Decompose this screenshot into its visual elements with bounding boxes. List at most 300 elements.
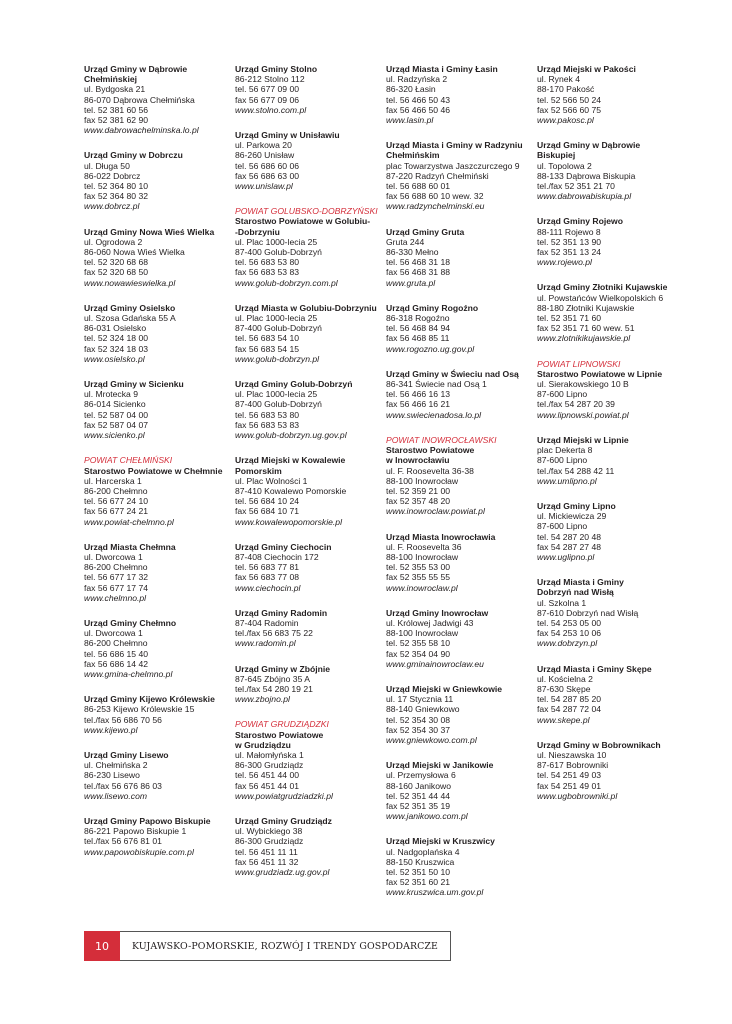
office-name: Dobrzyń nad Wisłą	[537, 587, 614, 598]
contact-detail: fax 52 566 60 75	[537, 104, 602, 115]
directory-entry	[537, 282, 682, 343]
contact-detail: fax 52 587 04 07	[84, 419, 149, 430]
contact-detail: 86-060 Nowa Wieś Wielka	[84, 247, 185, 258]
contact-detail: fax 52 351 71 60 wew. 51	[537, 323, 635, 334]
office-name: Urząd Miejski w Gniewkowie	[386, 683, 503, 694]
contact-detail: ul. Dworcowa 1	[84, 628, 143, 639]
contact-detail: tel./fax 54 288 42 11	[537, 465, 615, 476]
contact-detail: tel. 52 381 60 56	[84, 104, 149, 115]
directory-entry	[235, 719, 380, 801]
contact-detail: plac Dekerta 8	[537, 445, 593, 456]
directory-entry	[235, 608, 380, 649]
contact-detail: Gruta 244	[386, 236, 425, 247]
office-name: Urząd Gminy w Sicienku	[84, 379, 184, 390]
website-link[interactable]: www.gniewkowo.com.pl	[386, 734, 477, 745]
contact-detail: 86-031 Osielsko	[84, 323, 147, 334]
directory-entry	[84, 816, 229, 857]
contact-detail: tel. 52 566 50 24	[537, 94, 602, 105]
website-link[interactable]: www.osielsko.pl	[84, 353, 145, 364]
website-link[interactable]: www.radzynchelminski.eu	[386, 201, 485, 212]
contact-detail: tel. 52 587 04 00	[84, 409, 149, 420]
office-name: Chełmińskim	[386, 150, 440, 161]
contact-detail: fax 52 354 30 37	[386, 724, 451, 735]
office-name: Urząd Gminy Rogoźno	[386, 302, 479, 313]
directory-entry	[84, 303, 229, 364]
directory-entry	[235, 664, 380, 705]
office-name: Starostwo Powiatowe w Golubiu-	[235, 216, 371, 227]
contact-detail: 88-100 Inowrocław	[386, 475, 459, 486]
website-link[interactable]: www.skepe.pl	[537, 714, 590, 725]
contact-detail: 87-400 Golub-Dobrzyń	[235, 247, 322, 258]
office-name: Urząd Gminy Stolno	[235, 64, 318, 74]
contact-detail: tel. 54 287 85 20	[537, 694, 602, 705]
website-link[interactable]: www.gruta.pl	[386, 277, 436, 288]
directory-entry	[235, 542, 380, 593]
website-link[interactable]: www.umlipno.pl	[537, 475, 597, 486]
website-link[interactable]: www.ciechocin.pl	[235, 582, 301, 593]
contact-detail: 87-610 Dobrzyń nad Wisłą	[537, 607, 639, 618]
office-name: Starostwo Powiatowe w Chełmnie	[84, 465, 223, 476]
website-link[interactable]: www.golub-dobrzyn.pl	[235, 353, 320, 364]
contact-detail: 86-221 Papowo Biskupie 1	[84, 826, 187, 837]
directory-entry	[386, 369, 531, 420]
contact-detail: fax 56 688 60 10 wew. 32	[386, 191, 484, 202]
contact-detail: tel. 56 466 50 43	[386, 94, 451, 105]
contact-detail: fax 56 683 53 83	[235, 267, 300, 278]
contact-detail: plac Towarzystwa Jaszczurczego 9	[386, 160, 520, 171]
website-link[interactable]: www.unislaw.pl	[235, 181, 293, 192]
website-link[interactable]: www.dobrcz.pl	[84, 201, 140, 212]
section-header: POWIAT GRUDZIĄDZKI	[235, 719, 329, 730]
directory-entry	[386, 684, 531, 745]
contact-detail: 86-212 Stolno 112	[235, 74, 305, 85]
office-name: Urząd Gminy Lisewo	[84, 749, 169, 760]
website-link[interactable]: www.zlotnikikujawskie.pl	[537, 333, 631, 344]
contact-detail: 88-140 Gniewkowo	[386, 704, 460, 715]
directory-entry	[84, 64, 229, 135]
contact-detail: 86-341 Świecie nad Osą 1	[386, 379, 487, 390]
contact-detail: tel. 52 355 53 00	[386, 562, 451, 573]
office-name: Urząd Gminy Nowa Wieś Wielka	[84, 226, 215, 237]
website-link[interactable]: www.gmina-chelmno.pl	[84, 668, 173, 679]
contact-detail: 86-253 Kijewo Królewskie 15	[84, 704, 195, 715]
contact-detail: fax 52 324 18 03	[84, 343, 149, 354]
directory-entry	[386, 303, 531, 354]
directory-entry	[386, 64, 531, 125]
office-name: Urząd Miasta i Gminy	[537, 577, 624, 588]
directory-entry	[235, 64, 380, 115]
contact-detail: 88-170 Pakość	[537, 84, 595, 95]
website-link[interactable]: www.powiat-chelmno.pl	[84, 516, 174, 527]
office-name: Urząd Gminy Złotniki Kujawskie	[537, 282, 668, 293]
contact-detail: tel. 56 688 60 01	[386, 181, 451, 192]
website-link[interactable]: www.golub-dobrzyn.ug.gov.pl	[235, 430, 347, 441]
website-link[interactable]: www.papowobiskupie.com.pl	[84, 846, 194, 857]
directory-entry	[537, 664, 682, 725]
contact-detail: 87-220 Radzyń Chełmiński	[386, 170, 489, 181]
website-link[interactable]: www.dobrzyn.pl	[537, 638, 598, 649]
contact-detail: tel./fax 54 280 19 21	[235, 683, 313, 694]
website-link[interactable]: www.inowroclaw.pl	[386, 582, 458, 593]
contact-detail: 87-600 Lipno	[537, 455, 588, 466]
office-name: Urząd Gminy Inowrocław	[386, 607, 489, 618]
section-header: POWIAT INOWROCŁAWSKI	[386, 434, 497, 445]
website-link[interactable]: www.dabrowachelminska.lo.pl	[84, 125, 199, 136]
contact-detail: tel. 56 451 11 11	[235, 846, 298, 857]
contact-detail: ul. Długa 50	[84, 160, 130, 171]
contact-detail: ul. Harcerska 1	[84, 475, 142, 486]
contact-detail: 87-600 Lipno	[537, 389, 588, 400]
website-link[interactable]: www.lasin.pl	[386, 115, 434, 126]
office-name: -Dobrzyniu	[235, 226, 280, 237]
contact-detail: tel. 52 359 21 00	[386, 485, 451, 496]
section-header: POWIAT CHEŁMIŃSKI	[84, 455, 173, 466]
contact-detail: fax 56 686 14 42	[84, 658, 149, 669]
directory-column-4	[537, 64, 682, 816]
contact-detail: tel. 56 684 10 24	[235, 496, 300, 507]
website-link[interactable]: www.ugbobrowniki.pl	[537, 790, 618, 801]
contact-detail: fax 56 686 63 00	[235, 170, 300, 181]
contact-detail: tel. 56 683 53 80	[235, 257, 300, 268]
website-link[interactable]: www.grudziadz.ug.gov.pl	[235, 867, 330, 877]
contact-detail: ul. Plac 1000-lecia 25	[235, 389, 318, 400]
office-name: Urząd Miasta i Gminy Łasin	[386, 64, 498, 74]
office-name: Starostwo Powiatowe	[386, 445, 475, 456]
contact-detail: 87-400 Golub-Dobrzyń	[235, 399, 322, 410]
directory-entry	[537, 359, 682, 420]
directory-entry	[235, 130, 380, 191]
contact-detail: tel. 52 355 58 10	[386, 638, 451, 649]
contact-detail: 88-180 Złotniki Kujawskie	[537, 302, 635, 313]
website-link[interactable]: www.uglipno.pl	[537, 551, 595, 562]
directory-entry	[537, 435, 682, 486]
contact-detail: 88-111 Rojewo 8	[537, 226, 601, 237]
contact-detail: 86-320 Łasin	[386, 84, 436, 95]
contact-detail: fax 54 287 72 04	[537, 704, 602, 715]
website-link[interactable]: www.rogozno.ug.gov.pl	[386, 343, 475, 354]
website-link[interactable]: www.janikowo.com.pl	[386, 811, 468, 822]
office-name: Urząd Gminy Ciechocin	[235, 541, 332, 552]
office-name: Urząd Miejski w Pakości	[537, 64, 636, 74]
contact-detail: ul. Wybickiego 38	[235, 826, 303, 837]
website-link[interactable]: www.kijewo.pl	[84, 724, 138, 735]
contact-detail: fax 52 320 68 50	[84, 267, 149, 278]
directory-entry	[84, 618, 229, 679]
directory-column-3	[386, 64, 531, 913]
page-number: 10	[84, 931, 120, 961]
directory-entry	[84, 694, 229, 735]
section-header: POWIAT LIPNOWSKI	[537, 358, 621, 369]
directory-entry	[537, 501, 682, 562]
contact-detail: ul. Mickiewicza 29	[537, 511, 607, 522]
office-name: Urząd Gminy w Dąbrowie	[84, 64, 188, 74]
office-name: Urząd Miejski w Lipnie	[537, 434, 629, 445]
contact-detail: 87-400 Golub-Dobrzyń	[235, 323, 322, 334]
contact-detail: tel./fax 54 287 20 39	[537, 399, 615, 410]
contact-detail: tel./fax 56 686 70 56	[84, 714, 162, 725]
directory-column-1	[84, 64, 229, 872]
contact-detail: ul. Plac 1000-lecia 25	[235, 313, 318, 324]
contact-detail: fax 52 381 62 90	[84, 115, 149, 126]
contact-detail: tel. 52 351 50 10	[386, 867, 451, 877]
directory-entry	[235, 816, 380, 877]
contact-detail: ul. Królowej Jadwigi 43	[386, 617, 474, 628]
contact-detail: ul. Sierakowskiego 10 B	[537, 379, 629, 390]
contact-detail: ul. Chełmińska 2	[84, 760, 148, 771]
contact-detail: 86-300 Grudziądz	[235, 760, 304, 771]
contact-detail: fax 56 683 77 08	[235, 572, 300, 583]
office-name: Urząd Gminy w Dąbrowie	[537, 140, 641, 151]
directory-entry	[235, 379, 380, 440]
directory-entry	[84, 150, 229, 211]
website-link[interactable]: www.nowawieswielka.pl	[84, 277, 176, 288]
contact-detail: fax 52 357 48 20	[386, 496, 451, 507]
directory-entry	[84, 455, 229, 526]
contact-detail: fax 56 677 09 06	[235, 94, 300, 105]
contact-detail: fax 52 351 60 21	[386, 877, 451, 888]
office-name: Urząd Miejski w Kruszwicy	[386, 836, 495, 847]
contact-detail: tel. 56 677 17 32	[84, 572, 149, 583]
contact-detail: fax 56 466 16 21	[386, 399, 451, 410]
contact-detail: tel. 56 677 09 00	[235, 84, 300, 95]
directory-entry	[386, 608, 531, 669]
contact-detail: ul. Szosa Gdańska 55 A	[84, 313, 176, 324]
contact-detail: fax 56 684 10 71	[235, 506, 300, 517]
website-link[interactable]: www.lipnowski.powiat.pl	[537, 409, 629, 420]
contact-detail: tel. 56 683 77 81	[235, 562, 300, 573]
contact-detail: tel./fax 56 676 81 01	[84, 836, 162, 847]
website-link[interactable]: www.kowalewopomorskie.pl	[235, 516, 342, 527]
contact-detail: fax 54 287 27 48	[537, 541, 602, 552]
website-link[interactable]: www.stolno.com.pl	[235, 104, 307, 115]
contact-detail: fax 56 468 31 88	[386, 267, 451, 278]
contact-detail: 87-408 Ciechocin 172	[235, 551, 319, 562]
contact-detail: tel./fax 52 351 21 70	[537, 181, 615, 192]
office-name: Urząd Gminy Golub-Dobrzyń	[235, 379, 353, 390]
contact-detail: 88-160 Janikowo	[386, 780, 451, 791]
office-name: Starostwo Powiatowe	[235, 729, 324, 740]
office-name: Urząd Gminy Grudziądz	[235, 815, 332, 826]
contact-detail: ul. F. Roosevelta 36-38	[386, 465, 474, 476]
contact-detail: ul. Powstańców Wielkopolskich 6	[537, 292, 664, 303]
directory-entry	[235, 206, 380, 288]
contact-detail: 87-404 Radomin	[235, 617, 299, 628]
website-link[interactable]: www.rojewo.pl	[537, 257, 592, 268]
contact-detail: tel. 52 320 68 68	[84, 257, 149, 268]
office-name: Urząd Miasta i Gminy Skępe	[537, 663, 652, 674]
contact-detail: tel. 52 324 18 00	[84, 333, 149, 344]
contact-detail: fax 56 466 50 46	[386, 104, 451, 115]
contact-detail: fax 56 451 11 32	[235, 856, 299, 867]
office-name: Urząd Gminy w Zbójnie	[235, 663, 331, 674]
contact-detail: fax 54 253 10 06	[537, 628, 602, 639]
directory-entry	[386, 532, 531, 593]
contact-detail: 86-330 Mełno	[386, 247, 439, 258]
office-name: Urząd Gminy w Unisławiu	[235, 130, 340, 141]
directory-entry	[386, 760, 531, 821]
office-name: Urząd Gminy Gruta	[386, 226, 465, 237]
contact-detail: fax 56 683 53 83	[235, 419, 300, 430]
contact-detail: 88-100 Inowrocław	[386, 551, 459, 562]
contact-detail: tel. 56 468 31 18	[386, 257, 451, 268]
directory-entry	[537, 64, 682, 125]
website-link[interactable]: www.kruszwica.um.gov.pl	[386, 887, 484, 898]
website-link[interactable]: www.golub-dobrzyn.com.pl	[235, 277, 338, 288]
website-link[interactable]: www.gminainowroclaw.eu	[386, 658, 484, 669]
contact-detail: tel. 52 351 44 44	[386, 790, 451, 801]
contact-detail: ul. Mrotecka 9	[84, 389, 138, 400]
website-link[interactable]: www.lisewo.com	[84, 790, 148, 801]
contact-detail: fax 52 354 04 90	[386, 648, 451, 659]
contact-detail: 87-410 Kowalewo Pomorskie	[235, 485, 347, 496]
directory-entry	[235, 455, 380, 526]
contact-detail: tel. 56 683 54 10	[235, 333, 300, 344]
contact-detail: 87-600 Lipno	[537, 521, 588, 532]
directory-entry	[386, 836, 531, 897]
website-link[interactable]: www.sicienko.pl	[84, 430, 145, 441]
contact-detail: tel./fax 56 683 75 22	[235, 628, 313, 639]
directory-entry	[386, 140, 531, 211]
website-link[interactable]: www.radomin.pl	[235, 638, 296, 649]
contact-detail: fax 52 355 55 55	[386, 572, 451, 583]
contact-detail: 86-022 Dobrcz	[84, 170, 141, 181]
contact-detail: 87-630 Skępe	[537, 683, 591, 694]
section-header: POWIAT GOLUBSKO-DOBRZYŃSKI	[235, 206, 378, 217]
contact-detail: tel. 52 351 13 90	[537, 236, 602, 247]
directory-entry	[84, 750, 229, 801]
contact-detail: fax 56 677 24 21	[84, 506, 149, 517]
office-name: Urząd Miasta i Gminy w Radzyniu	[386, 140, 523, 151]
contact-detail: ul. Plac 1000-lecia 25	[235, 236, 318, 247]
website-link[interactable]: www.pakosc.pl	[537, 115, 594, 126]
contact-detail: fax 52 351 35 19	[386, 800, 451, 811]
contact-detail: ul. Plac Wolności 1	[235, 475, 308, 486]
office-name: Pomorskim	[235, 465, 282, 476]
publication-title: KUJAWSKO-POMORSKIE, ROZWÓJ I TRENDY GOSPODARCZE	[120, 931, 451, 961]
office-name: w Grudziądzu	[235, 739, 291, 750]
office-name: Urząd Gminy w Bobrownikach	[537, 739, 661, 750]
contact-detail: ul. Przemysłowa 6	[386, 770, 456, 781]
directory-entry	[386, 227, 531, 288]
directory-entry	[386, 435, 531, 517]
contact-detail: ul. 17 Stycznia 11	[386, 694, 454, 705]
office-name: Starostwo Powiatowe w Lipnie	[537, 368, 663, 379]
office-name: Urząd Gminy w Świeciu nad Osą	[386, 368, 519, 379]
contact-detail: fax 56 683 54 15	[235, 343, 300, 354]
directory-entry	[537, 740, 682, 801]
contact-detail: 88-133 Dąbrowa Biskupia	[537, 170, 636, 181]
contact-detail: 86-300 Grudziądz	[235, 836, 304, 847]
website-link[interactable]: www.swiecienadosa.lo.pl	[386, 409, 482, 420]
office-name: Chełmińskiej	[84, 74, 138, 85]
office-name: Biskupiej	[537, 150, 576, 161]
website-link[interactable]: www.dabrowabiskupia.pl	[537, 191, 632, 202]
contact-detail: ul. Szkolna 1	[537, 597, 587, 608]
contact-detail: tel. 56 468 84 94	[386, 323, 451, 334]
directory-entry	[84, 542, 229, 603]
contact-detail: ul. Małomłyńska 1	[235, 749, 304, 760]
office-name: Urząd Gminy Rojewo	[537, 216, 623, 227]
directory-entry	[84, 227, 229, 288]
website-link[interactable]: www.chelmno.pl	[84, 592, 147, 603]
office-name: Urząd Miasta w Golubiu-Dobrzyniu	[235, 302, 377, 313]
contact-detail: tel./fax 56 676 86 03	[84, 780, 162, 791]
office-name: w Inowrocławiu	[386, 455, 450, 466]
contact-detail: ul. Bydgoska 21	[84, 84, 146, 95]
contact-detail: ul. Rynek 4	[537, 74, 580, 85]
website-link[interactable]: www.powiatgrudziadzki.pl	[235, 790, 333, 801]
office-name: Urząd Miejski w Janikowie	[386, 760, 494, 771]
contact-detail: ul. Topolowa 2	[537, 160, 592, 171]
office-name: Urząd Gminy w Dobrczu	[84, 150, 183, 161]
contact-detail: fax 56 677 17 74	[84, 582, 149, 593]
contact-detail: tel. 52 364 80 10	[84, 181, 149, 192]
contact-detail: tel. 54 287 20 48	[537, 531, 602, 542]
contact-detail: tel. 56 677 24 10	[84, 496, 149, 507]
directory-entry	[537, 577, 682, 648]
office-name: Urząd Miasta Inowrocławia	[386, 531, 496, 542]
contact-detail: ul. Radzyńska 2	[386, 74, 448, 85]
contact-detail: tel. 54 253 05 00	[537, 617, 602, 628]
contact-detail: ul. Dworcowa 1	[84, 551, 143, 562]
contact-detail: ul. Kościelna 2	[537, 673, 593, 684]
directory-entry	[84, 379, 229, 440]
directory-column-2	[235, 64, 380, 892]
contact-detail: 88-150 Kruszwica	[386, 856, 455, 867]
website-link[interactable]: www.inowroclaw.powiat.pl	[386, 506, 485, 517]
contact-detail: 88-100 Inowrocław	[386, 628, 459, 639]
contact-detail: 86-318 Rogoźno	[386, 313, 450, 324]
contact-detail: fax 52 364 80 32	[84, 191, 149, 202]
contact-detail: ul. Parkowa 20	[235, 140, 292, 151]
contact-detail: 87-645 Zbójno 35 A	[235, 673, 311, 684]
contact-detail: 86-230 Lisewo	[84, 770, 140, 781]
contact-detail: tel. 56 466 16 13	[386, 389, 451, 400]
directory-entry	[235, 303, 380, 364]
contact-detail: 86-200 Chełmno	[84, 638, 148, 649]
contact-detail: tel. 52 351 71 60	[537, 313, 602, 324]
contact-detail: tel. 56 683 53 80	[235, 409, 300, 420]
contact-detail: ul. Nadgoplańska 4	[386, 846, 460, 857]
contact-detail: 86-200 Chełmno	[84, 485, 148, 496]
contact-detail: 86-200 Chełmno	[84, 562, 148, 573]
contact-detail: 86-260 Unisław	[235, 150, 295, 161]
contact-detail: ul. Ogrodowa 2	[84, 236, 143, 247]
contact-detail: fax 56 468 85 11	[386, 333, 450, 344]
office-name: Urząd Miejski w Kowalewie	[235, 455, 346, 466]
office-name: Urząd Gminy Chełmno	[84, 617, 177, 628]
contact-detail: 86-070 Dąbrowa Chełmińska	[84, 94, 195, 105]
contact-detail: 86-014 Sicienko	[84, 399, 146, 410]
contact-detail: fax 52 351 13 24	[537, 247, 602, 258]
directory-entry	[537, 140, 682, 201]
website-link[interactable]: www.zbojno.pl	[235, 694, 290, 705]
office-name: Urząd Gminy Lipno	[537, 500, 616, 511]
contact-detail: tel. 56 686 60 06	[235, 160, 300, 171]
office-name: Urząd Miasta Chełmna	[84, 541, 176, 552]
contact-detail: tel. 56 686 15 40	[84, 648, 149, 659]
contact-detail: tel. 54 251 49 03	[537, 770, 602, 781]
office-name: Urząd Gminy Kijewo Królewskie	[84, 694, 215, 705]
contact-detail: tel. 52 354 30 08	[386, 714, 451, 725]
office-name: Urząd Gminy Papowo Biskupie	[84, 815, 211, 826]
office-name: Urząd Gminy Osielsko	[84, 302, 176, 313]
page-footer	[84, 931, 452, 961]
directory-entry	[537, 216, 682, 267]
contact-detail: ul. F. Roosevelta 36	[386, 541, 462, 552]
contact-detail: 87-617 Bobrowniki	[537, 760, 609, 771]
contact-detail: ul. Nieszawska 10	[537, 749, 607, 760]
